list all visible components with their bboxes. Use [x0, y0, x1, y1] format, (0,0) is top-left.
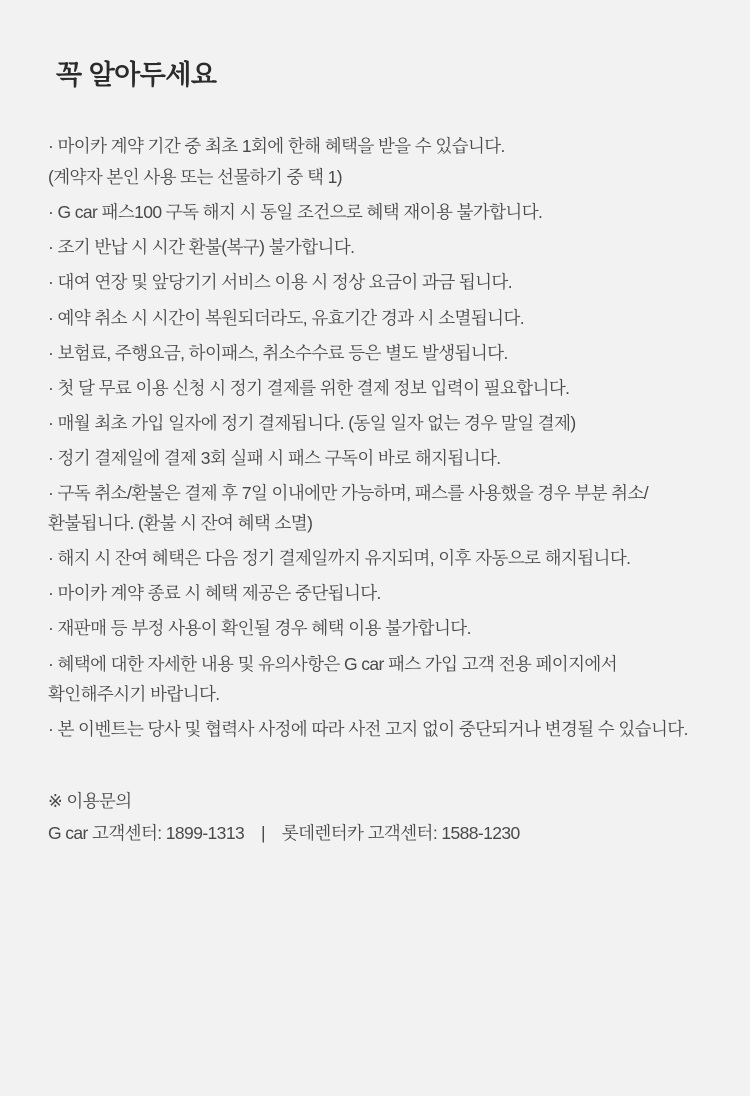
- notice-list: [48, 131, 702, 744]
- contact-block: [48, 786, 702, 848]
- list-item: · 대여 연장 및 앞당기기 서비스 이용 시 정상 요금이 과금 됩니다.: [48, 272, 512, 293]
- list-item: · 보험료, 주행요금, 하이패스, 취소수수료 등은 별도 발생됩니다.: [48, 342, 508, 363]
- list-item: · 해지 시 잔여 혜택은 다음 정기 결제일까지 유지되며, 이후 자동으로 해지됩니다.: [48, 548, 631, 569]
- list-item: · 예약 취소 시 시간이 복원되더라도, 유효기간 경과 시 소멸됩니다.: [48, 307, 525, 328]
- list-item: · 첫 달 무료 이용 신청 시 정기 결제를 위한 결제 정보 입력이 필요합니다.: [48, 377, 570, 398]
- list-item: · 혜택에 대한 자세한 내용 및 유의사항은 G car 패스 가입 고객 전용 페이지에서 확인해주시기 바랍니다.: [48, 653, 617, 704]
- page-title: 꼭 알아두세요: [56, 60, 217, 90]
- list-item: · G car 패스100 구독 해지 시 동일 조건으로 혜택 재이용 불가합니다.: [48, 202, 543, 223]
- list-item: · 재판매 등 부정 사용이 확인될 경우 혜택 이용 불가합니다.: [48, 618, 471, 639]
- list-item: · 마이카 계약 종료 시 혜택 제공은 중단됩니다.: [48, 583, 381, 604]
- list-item: · 구독 취소/환불은 결제 후 7일 이내에만 가능하며, 패스를 사용했을 경우 부분 취소/환불됩니다. (환불 시 잔여 혜택 소멸): [48, 483, 649, 534]
- list-item: · 조기 반납 시 시간 환불(복구) 불가합니다.: [48, 237, 355, 258]
- list-item: · 마이카 계약 기간 중 최초 1회에 한해 혜택을 받을 수 있습니다.: [48, 136, 505, 157]
- list-item: · 정기 결제일에 결제 3회 실패 시 패스 구독이 바로 해지됩니다.: [48, 447, 501, 468]
- list-item: (계약자 본인 사용 또는 선물하기 중 택 1): [48, 167, 342, 188]
- list-item: · 본 이벤트는 당사 및 협력사 사정에 따라 사전 고지 없이 중단되거나 변경될 수 있습니다.: [48, 718, 688, 739]
- contact-heading: ※ 이용문의: [48, 790, 132, 811]
- contact-line: G car 고객센터: 1899-1313 | 롯데렌터카 고객센터: 1588-1230: [48, 822, 520, 843]
- list-item: · 매월 최초 가입 일자에 정기 결제됩니다. (동일 일자 없는 경우 말일 결제): [48, 412, 576, 433]
